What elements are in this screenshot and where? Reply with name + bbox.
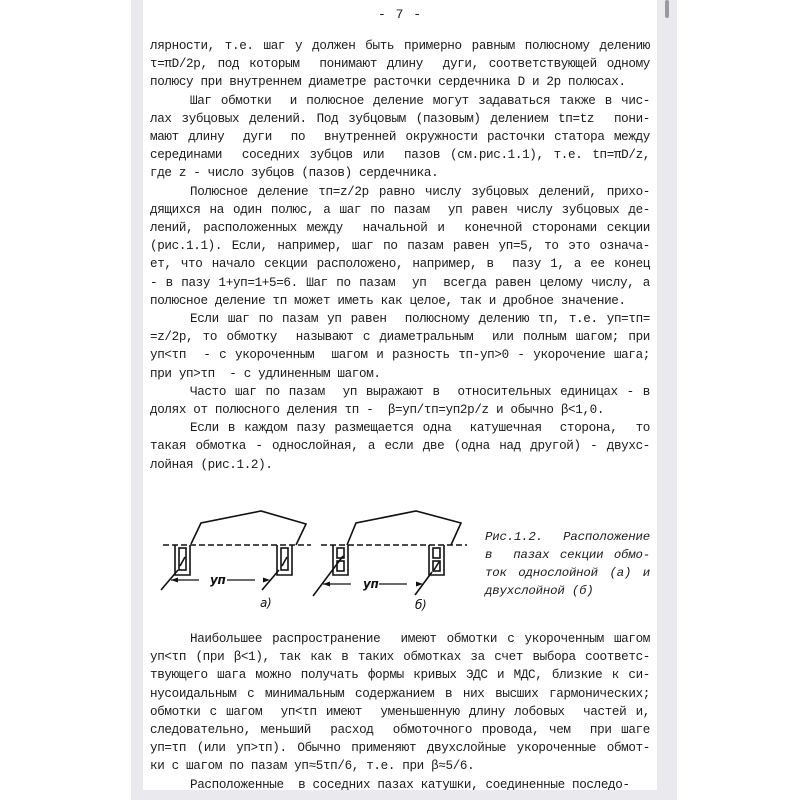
- text-line: Если в каждом пазу размещается одна катушечная сторона, то: [190, 421, 650, 436]
- paragraph: [150, 630, 650, 776]
- text-line: где z - число зубцов (пазов) сердечника.: [150, 166, 439, 181]
- text-line: - в пазу 1+yп=1+5=6. Шаг по пазам yп всегда равен целому числу, а: [150, 275, 650, 290]
- paragraph: [150, 37, 650, 92]
- text-line: лах зубцовых делений. Под зубцовым (пазовым) делением tп=tz пони-: [150, 111, 650, 126]
- text-line: мают длину дуги по внутренней окружности расточки статора между: [150, 130, 650, 145]
- paragraph: [150, 92, 650, 183]
- paragraph: [150, 776, 650, 790]
- text-line: Полюсное деление τп=z/2p равно числу зубцовых делений, прихо-: [190, 184, 650, 199]
- conductor-hatch-left-a: [180, 557, 185, 566]
- figure-a-single-layer: [161, 511, 311, 590]
- text-line: дящихся на один полюс, а шаг по пазам yп равен числу зубцовых де-: [150, 202, 650, 217]
- text-line: (рис.1.1). Если, например, шаг по пазам равен yп=5, то это означа-: [150, 239, 650, 254]
- figure-label-b: б): [415, 598, 427, 612]
- text-line: Наибольшее распространение имеют обмотки с укороченным шагом: [190, 632, 650, 646]
- text-line: yп<τп - с укороченным шагом и разность τп-yп>0 - укорочение шага;: [150, 348, 650, 363]
- page-number: - 7 -: [377, 7, 422, 22]
- text-line: ки с шагом по пазам yп≈5τп/6, т.е. при β≈5/6.: [150, 759, 475, 774]
- text-line: следовательно, меньший расход обмоточного провода, чем при шаге: [150, 723, 650, 738]
- figure-label-a: а): [260, 596, 272, 610]
- text-line: при yп>τп - с удлиненным шагом.: [150, 366, 381, 381]
- caption-line: Рис.1.2. Расположение: [485, 530, 650, 544]
- paragraph: [150, 383, 650, 419]
- caption-line: двухслойной (б): [485, 584, 594, 598]
- arrow-left-a: [171, 578, 178, 583]
- text-line: такая обмотка - однослойная, а если две (одна над другой) - двухс-: [150, 439, 650, 454]
- figure-caption: [485, 528, 650, 600]
- conductor-hatch-right-a: [282, 557, 287, 566]
- text-line: обмотки с шагом yп<τп имеют уменьшенную длину лобовых частей и,: [150, 704, 650, 719]
- text-block-top: [150, 37, 650, 474]
- coil-end-outline-a: [191, 511, 306, 545]
- paragraph: [150, 419, 650, 474]
- text-line: ет, что начало секции расположено, например, в пазу 1, а ее конец: [150, 257, 650, 272]
- coil-end-outline-b: [347, 511, 461, 545]
- conductor-top-right-b: [433, 548, 440, 558]
- caption-line: ток однослойной (а) и: [485, 566, 650, 580]
- scrollbar-track[interactable]: [663, 0, 669, 800]
- paragraph: [150, 310, 650, 383]
- text-block-bottom: [150, 630, 650, 790]
- figure-1-2: [153, 510, 483, 620]
- text-line: τ=πD/2p, под которым понимают длину дуги, соответствующей одному: [150, 57, 650, 72]
- text-line: нусоидальным с минимальным содержанием в них высших гармонических;: [150, 686, 650, 701]
- text-line: лений, расположенных между начальной и конечной сторонами секции: [150, 221, 650, 236]
- caption-line: в пазах секции обмо-: [485, 548, 650, 562]
- text-line: =z/2p, то обмотку называют с диаметральным или полным шагом; при: [150, 330, 650, 345]
- text-line: yп<τп (при β<1), так как в таких обмотках за счет выбора соответс-: [150, 650, 650, 665]
- text-line: полюсу при внутреннем диаметре расточки сердечника D и 2p полюсах.: [150, 75, 626, 90]
- conductor-hatch-right-b: [434, 562, 439, 570]
- text-line: Расположенные в соседних пазах катушки, соединенные последо-: [190, 777, 630, 790]
- dimension-label-b: yп: [363, 577, 379, 591]
- conductor-left-a: [179, 548, 186, 570]
- text-line: Если шаг по пазам yп равен полюсному делению τп, т.е. yп=τп=: [190, 312, 650, 327]
- text-line: твующего шага можно получать формы кривых ЭДС и МДС, близкие к си-: [150, 668, 650, 683]
- dimension-label-a: yп: [210, 573, 226, 587]
- text-line: долях от полюсного деления τп - β=yп/τп=yп2p/z и обычно β<1,0.: [150, 403, 605, 418]
- document-page: [143, 0, 657, 790]
- text-line: Часто шаг по пазам yп выражают в относительных единицах - в: [190, 384, 650, 399]
- conductor-right-a: [281, 548, 288, 570]
- text-line: лойная (рис.1.2).: [150, 457, 273, 472]
- text-line: yп=τп (или yп>τп). Обычно применяют двухслойные укороченные обмот-: [150, 741, 650, 756]
- scrollbar-thumb[interactable]: [665, 0, 669, 18]
- text-line: полюсное деление τп может иметь как целое, так и дробное значение.: [150, 293, 626, 308]
- text-line: лярности, т.е. шаг y должен быть примерно равным полюсному делению: [150, 39, 650, 53]
- text-line: Шаг обмотки и полюсное деление могут задаваться также в чис-: [190, 93, 650, 108]
- leader-left-b: [313, 556, 343, 596]
- paragraph: [150, 183, 650, 310]
- figure-b-double-layer: [313, 511, 467, 596]
- text-line: серединами соседних зубцов или пазов (см.рис.1.1), т.е. tп=πD/z,: [150, 148, 650, 163]
